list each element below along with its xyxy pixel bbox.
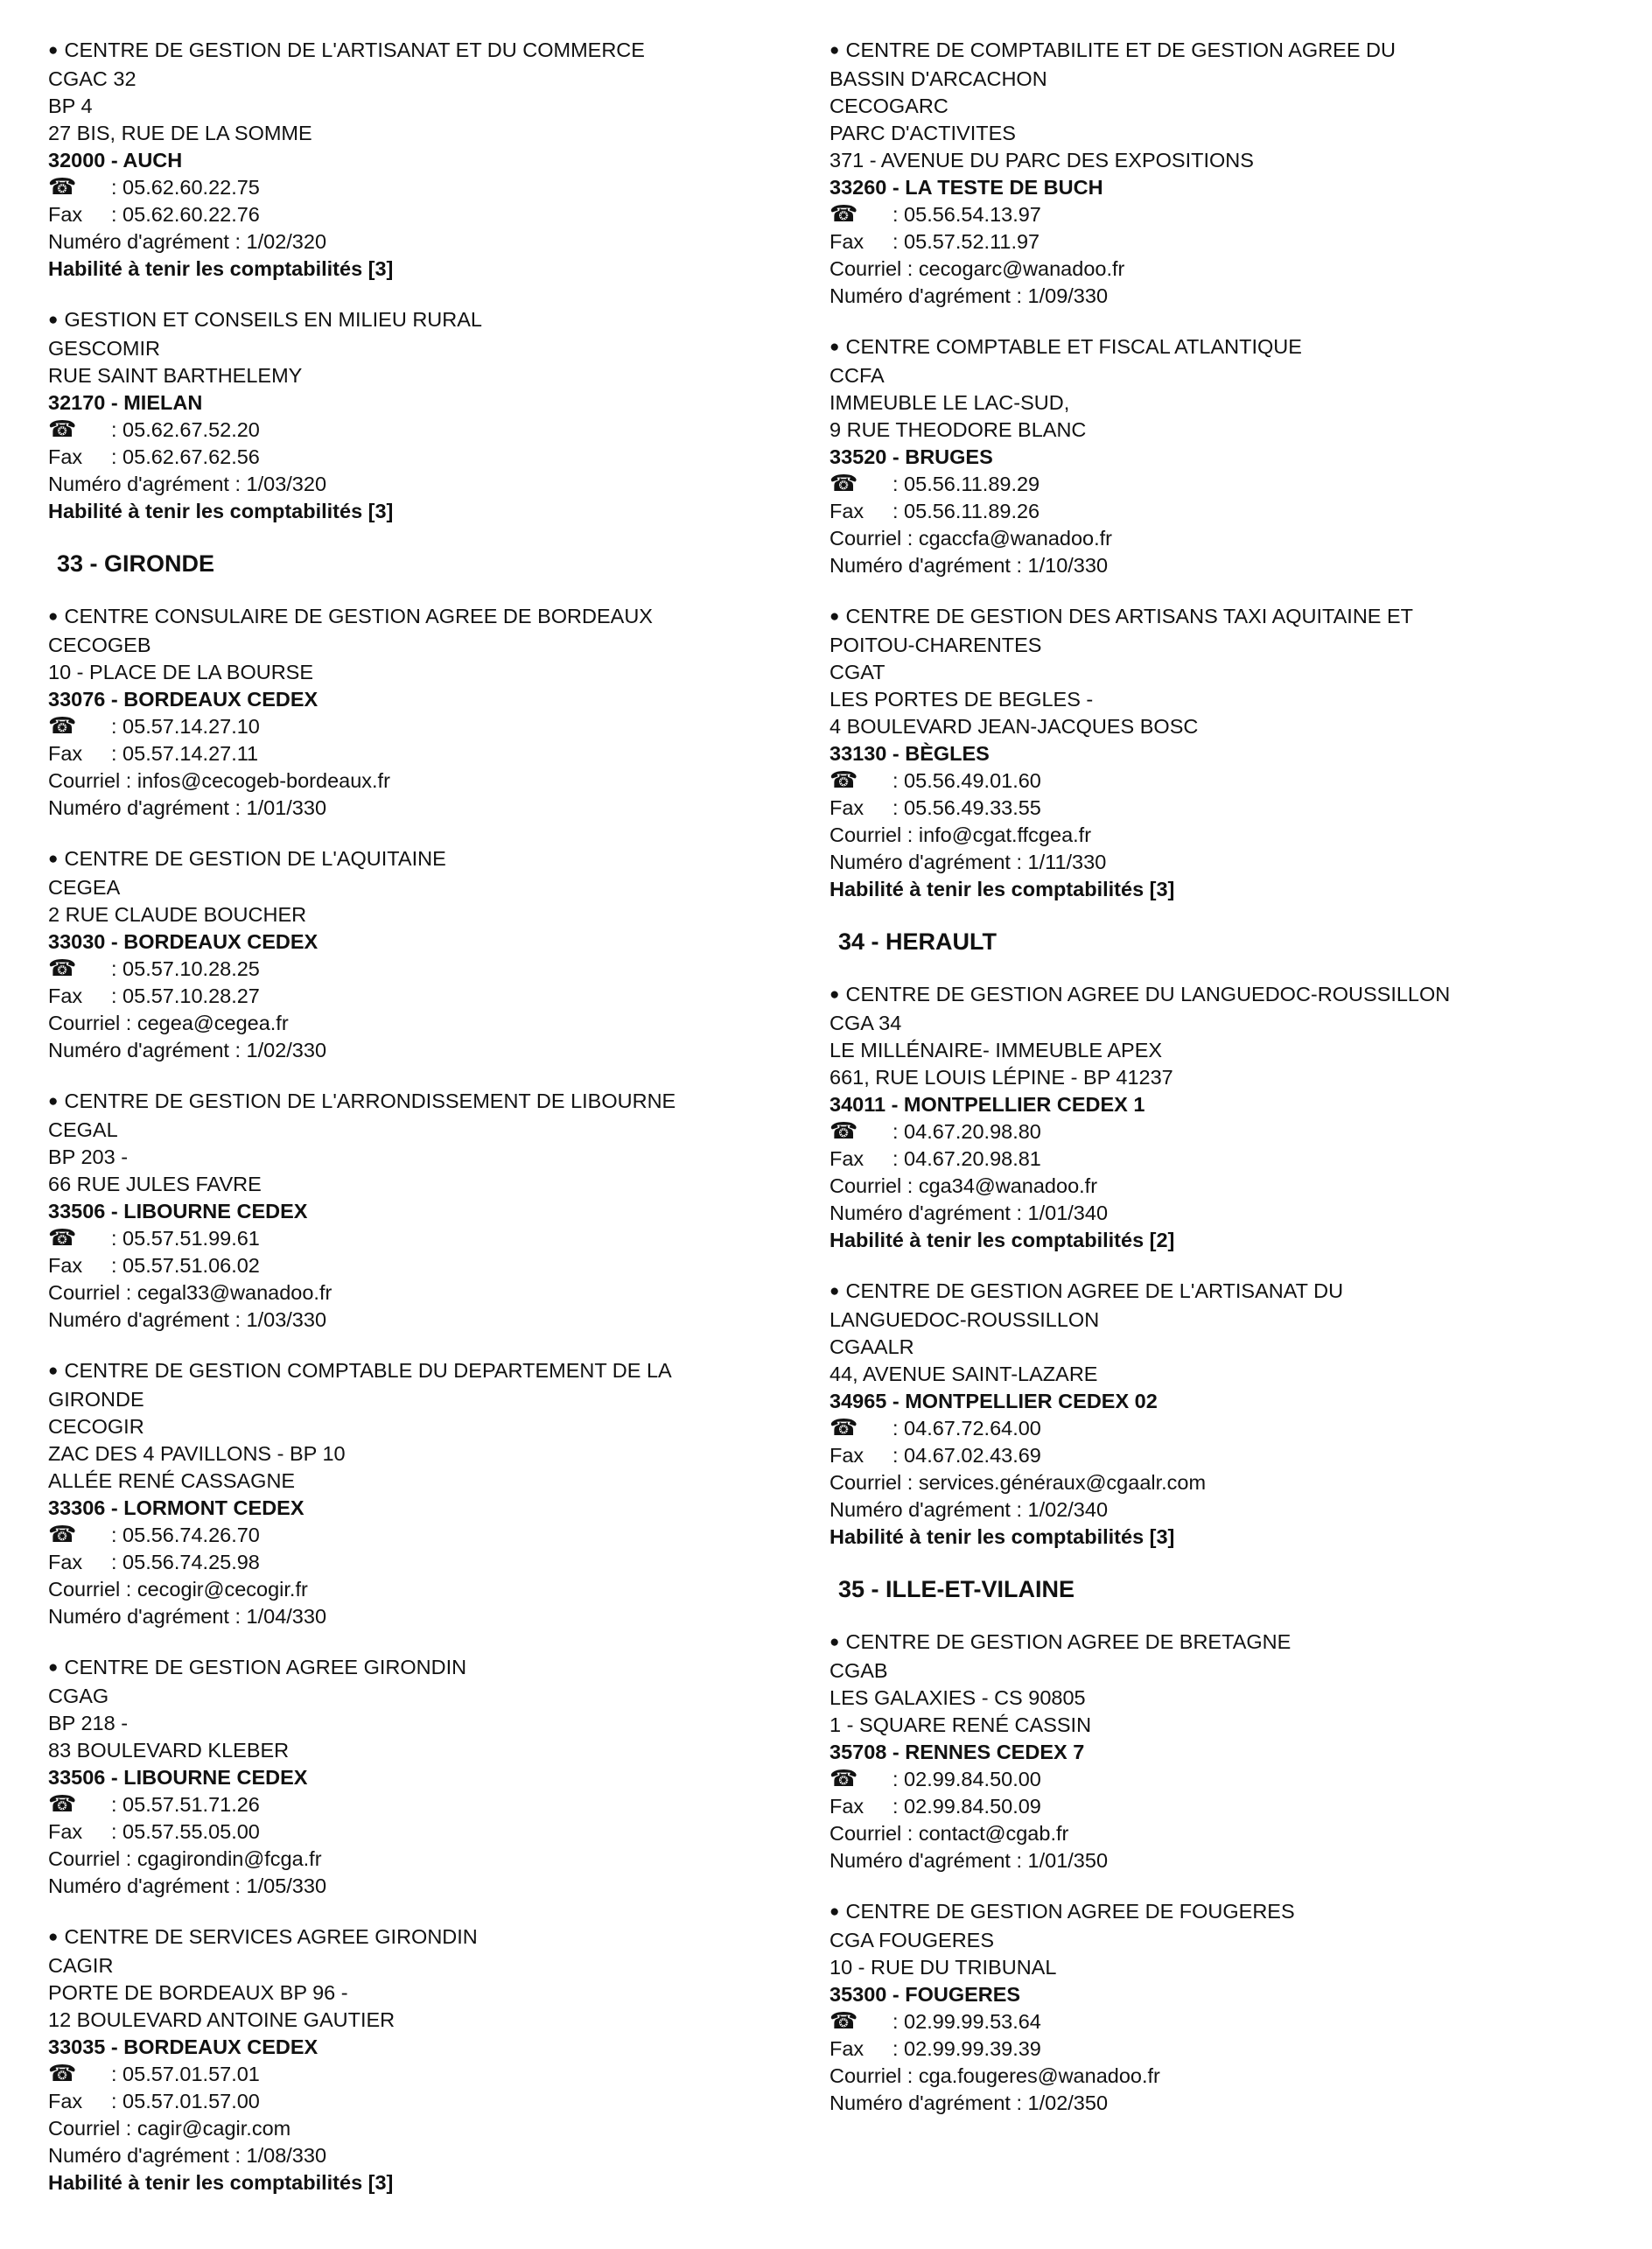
entry-acronym: CAGIR xyxy=(48,1954,114,1977)
fax-label: Fax xyxy=(830,1795,864,1818)
entry-email: Courriel : infos@cecogeb-bordeaux.fr xyxy=(48,769,390,792)
entry-address-line: PARC D'ACTIVITES xyxy=(830,122,1016,144)
entry-agrement-number: Numéro d'agrément : 1/11/330 xyxy=(830,851,1107,873)
entry-agrement-number: Numéro d'agrément : 1/09/330 xyxy=(830,284,1109,307)
entry-address-line: BP 203 - xyxy=(48,1146,129,1168)
section-heading: 35 - ILLE-ET-VILAINE xyxy=(838,1576,1075,1602)
entry-address-line: PORTE DE BORDEAUX BP 96 - xyxy=(48,1981,348,2004)
entry-city: 35300 - FOUGERES xyxy=(830,1983,1021,2006)
entry-phone-line xyxy=(830,471,1600,498)
directory-entry xyxy=(48,845,801,1064)
entry-fax-number: : 05.62.67.62.56 xyxy=(111,445,260,468)
entry-name: ● CENTRE DE GESTION COMPTABLE DU DEPARTEMENT DE LA xyxy=(48,1357,801,1386)
fax-label: Fax xyxy=(48,1551,83,1573)
entry-phone-number: : 05.57.14.27.10 xyxy=(111,715,260,738)
entry-acronym: CGAG xyxy=(48,1685,109,1707)
fax-label: Fax xyxy=(830,500,864,522)
entry-city: 33076 - BORDEAUX CEDEX xyxy=(48,688,318,711)
entry-phone-line xyxy=(48,1522,801,1549)
telephone-icon: ☎ xyxy=(830,2007,858,2034)
entry-address-line: 10 - PLACE DE LA BOURSE xyxy=(48,661,314,683)
entry-address-line: 12 BOULEVARD ANTOINE GAUTIER xyxy=(48,2008,396,2031)
fax-label: Fax xyxy=(48,742,83,765)
entry-habilitation: Habilité à tenir les comptabilités [3] xyxy=(48,500,394,522)
entry-phone-number: : 05.56.11.89.29 xyxy=(892,473,1040,495)
entry-phone-number: : 02.99.84.50.00 xyxy=(892,1768,1041,1790)
entry-name: ● CENTRE DE GESTION AGREE DU LANGUEDOC-ROUSSILLON xyxy=(830,981,1600,1010)
telephone-icon: ☎ xyxy=(830,1117,858,1144)
entry-city: 35708 - RENNES CEDEX 7 xyxy=(830,1741,1085,1763)
entry-phone-number: : 05.57.51.99.61 xyxy=(111,1227,260,1250)
entry-phone-number: : 05.57.01.57.01 xyxy=(111,2063,260,2085)
entry-acronym: CECOGIR xyxy=(48,1415,144,1438)
section-heading: 33 - GIRONDE xyxy=(57,550,215,577)
entry-habilitation: Habilité à tenir les comptabilités [3] xyxy=(830,1525,1175,1548)
entry-city: 33260 - LA TESTE DE BUCH xyxy=(830,176,1103,199)
entry-name: ● CENTRE DE GESTION AGREE DE FOUGERES xyxy=(830,1898,1600,1927)
entry-fax-line xyxy=(830,1793,1600,1820)
entry-name: ● CENTRE DE GESTION AGREE GIRONDIN xyxy=(48,1654,801,1683)
entry-address-line: BP 4 xyxy=(48,95,93,117)
entry-habilitation: Habilité à tenir les comptabilités [2] xyxy=(830,1229,1175,1251)
entry-fax-number: : 05.57.51.06.02 xyxy=(111,1254,260,1277)
entry-address-line: RUE SAINT BARTHELEMY xyxy=(48,364,303,387)
entry-fax-line xyxy=(48,1252,801,1279)
entry-fax-number: : 04.67.02.43.69 xyxy=(892,1444,1041,1467)
entry-city: 33506 - LIBOURNE CEDEX xyxy=(48,1200,308,1223)
telephone-icon: ☎ xyxy=(48,1521,77,1547)
entry-acronym: CECOGARC xyxy=(830,95,948,117)
right-column xyxy=(830,37,1600,2140)
directory-entry xyxy=(830,1278,1600,1551)
telephone-icon: ☎ xyxy=(48,1790,77,1817)
fax-label: Fax xyxy=(830,1444,864,1467)
telephone-icon: ☎ xyxy=(830,1414,858,1440)
entry-phone-number: : 05.57.51.71.26 xyxy=(111,1793,260,1816)
fax-label: Fax xyxy=(48,1254,83,1277)
entry-fax-line xyxy=(48,2088,801,2115)
telephone-icon: ☎ xyxy=(830,470,858,496)
directory-entry xyxy=(48,1357,801,1630)
telephone-icon: ☎ xyxy=(830,767,858,793)
fax-label: Fax xyxy=(830,2037,864,2060)
entry-fax-line xyxy=(830,795,1600,822)
telephone-icon: ☎ xyxy=(48,2060,77,2086)
entry-name: ● CENTRE COMPTABLE ET FISCAL ATLANTIQUE xyxy=(830,333,1600,362)
entry-city: 32170 - MIELAN xyxy=(48,391,203,414)
entry-name: ● CENTRE DE GESTION DES ARTISANS TAXI AQUITAINE ET xyxy=(830,603,1600,632)
entry-city: 34965 - MONTPELLIER CEDEX 02 xyxy=(830,1390,1158,1412)
entry-acronym: CGA FOUGERES xyxy=(830,1929,995,1951)
entry-phone-line xyxy=(48,713,801,740)
entry-habilitation: Habilité à tenir les comptabilités [3] xyxy=(48,257,394,280)
fax-label: Fax xyxy=(48,1820,83,1843)
directory-entry xyxy=(830,603,1600,903)
fax-label: Fax xyxy=(48,445,83,468)
entry-acronym: GESCOMIR xyxy=(48,337,160,360)
entry-city: 33130 - BÈGLES xyxy=(830,742,990,765)
entry-city: 33506 - LIBOURNE CEDEX xyxy=(48,1766,308,1789)
entry-fax-number: : 04.67.20.98.81 xyxy=(892,1147,1041,1170)
entry-phone-line xyxy=(48,1791,801,1818)
entry-fax-line xyxy=(48,1818,801,1846)
entry-agrement-number: Numéro d'agrément : 1/01/350 xyxy=(830,1849,1109,1872)
entry-fax-number: : 05.57.14.27.11 xyxy=(111,742,259,765)
directory-entry xyxy=(830,37,1600,310)
entry-email: Courriel : cga34@wanadoo.fr xyxy=(830,1174,1098,1197)
fax-label: Fax xyxy=(48,2090,83,2112)
fax-label: Fax xyxy=(830,1147,864,1170)
telephone-icon: ☎ xyxy=(830,200,858,227)
entry-fax-number: : 02.99.99.39.39 xyxy=(892,2037,1041,2060)
entry-acronym: CECOGEB xyxy=(48,634,151,656)
entry-address-line: 83 BOULEVARD KLEBER xyxy=(48,1739,290,1762)
directory-entry xyxy=(48,603,801,822)
directory-entry xyxy=(48,1923,801,2196)
entry-name: ● CENTRE DE COMPTABILITE ET DE GESTION AGREE DU xyxy=(830,37,1600,66)
directory-entry xyxy=(830,981,1600,1254)
directory-entry xyxy=(830,1629,1600,1874)
entry-agrement-number: Numéro d'agrément : 1/03/330 xyxy=(48,1308,327,1331)
entry-phone-line xyxy=(830,2008,1600,2035)
entry-name: ● CENTRE CONSULAIRE DE GESTION AGREE DE BORDEAUX xyxy=(48,603,801,632)
entry-name: ● CENTRE DE GESTION DE L'AQUITAINE xyxy=(48,845,801,874)
entry-phone-line xyxy=(48,174,801,201)
entry-phone-number: : 05.62.67.52.20 xyxy=(111,418,260,441)
entry-agrement-number: Numéro d'agrément : 1/05/330 xyxy=(48,1874,327,1897)
entry-address-line: 4 BOULEVARD JEAN-JACQUES BOSC xyxy=(830,715,1199,738)
entry-phone-line xyxy=(830,1415,1600,1442)
entry-phone-number: : 05.62.60.22.75 xyxy=(111,176,260,199)
entry-phone-line xyxy=(830,1766,1600,1793)
entry-acronym: CEGAL xyxy=(48,1118,118,1141)
entry-email: Courriel : cecogarc@wanadoo.fr xyxy=(830,257,1125,280)
entry-fax-number: : 05.56.74.25.98 xyxy=(111,1551,260,1573)
entry-fax-number: : 05.57.55.05.00 xyxy=(111,1820,260,1843)
entry-phone-line xyxy=(830,767,1600,795)
entry-email: Courriel : cagir@cagir.com xyxy=(48,2117,291,2140)
entry-phone-number: : 04.67.20.98.80 xyxy=(892,1120,1041,1143)
entry-agrement-number: Numéro d'agrément : 1/02/330 xyxy=(48,1039,327,1061)
entry-name: ● CENTRE DE SERVICES AGREE GIRONDIN xyxy=(48,1923,801,1952)
entry-fax-line xyxy=(48,201,801,228)
directory-entry xyxy=(830,333,1600,579)
entry-name: ● GESTION ET CONSEILS EN MILIEU RURAL xyxy=(48,306,801,335)
entry-name-continued: POITOU-CHARENTES xyxy=(830,634,1042,656)
entry-address-line: IMMEUBLE LE LAC-SUD, xyxy=(830,391,1070,414)
entry-email: Courriel : contact@cgab.fr xyxy=(830,1822,1069,1845)
entry-phone-line xyxy=(48,1225,801,1252)
telephone-icon: ☎ xyxy=(48,1224,77,1251)
entry-phone-number: : 05.56.74.26.70 xyxy=(111,1524,260,1546)
entry-fax-line xyxy=(48,1549,801,1576)
fax-label: Fax xyxy=(830,230,864,253)
entry-city: 33030 - BORDEAUX CEDEX xyxy=(48,930,318,953)
section-heading: 34 - HERAULT xyxy=(838,928,998,955)
entry-agrement-number: Numéro d'agrément : 1/02/340 xyxy=(830,1498,1109,1521)
entry-city: 34011 - MONTPELLIER CEDEX 1 xyxy=(830,1093,1145,1116)
entry-agrement-number: Numéro d'agrément : 1/01/340 xyxy=(830,1202,1109,1224)
entry-fax-number: : 02.99.84.50.09 xyxy=(892,1795,1041,1818)
entry-phone-line xyxy=(830,201,1600,228)
entry-address-line: ALLÉE RENÉ CASSAGNE xyxy=(48,1469,296,1492)
entry-city: 33520 - BRUGES xyxy=(830,445,993,468)
entry-fax-number: : 05.62.60.22.76 xyxy=(111,203,260,226)
entry-habilitation: Habilité à tenir les comptabilités [3] xyxy=(48,2171,394,2194)
entry-agrement-number: Numéro d'agrément : 1/01/330 xyxy=(48,796,327,819)
directory-entry xyxy=(48,1654,801,1900)
fax-label: Fax xyxy=(830,796,864,819)
entry-email: Courriel : services.généraux@cgaalr.com xyxy=(830,1471,1207,1494)
entry-name: ● CENTRE DE GESTION DE L'ARRONDISSEMENT DE LIBOURNE xyxy=(48,1088,801,1117)
entry-fax-line xyxy=(830,1442,1600,1469)
entry-address-line: 661, RUE LOUIS LÉPINE - BP 41237 xyxy=(830,1066,1173,1089)
entry-phone-number: : 05.56.49.01.60 xyxy=(892,769,1041,792)
entry-agrement-number: Numéro d'agrément : 1/10/330 xyxy=(830,554,1109,577)
entry-agrement-number: Numéro d'agrément : 1/04/330 xyxy=(48,1605,327,1628)
entry-address-line: BP 218 - xyxy=(48,1712,129,1734)
entry-address-line: LES GALAXIES - CS 90805 xyxy=(830,1686,1086,1709)
entry-fax-line xyxy=(48,740,801,767)
entry-address-line: 44, AVENUE SAINT-LAZARE xyxy=(830,1363,1098,1385)
entry-address-line: 10 - RUE DU TRIBUNAL xyxy=(830,1956,1057,1979)
entry-email: Courriel : cgagirondin@fcga.fr xyxy=(48,1847,322,1870)
entry-agrement-number: Numéro d'agrément : 1/08/330 xyxy=(48,2144,327,2167)
fax-label: Fax xyxy=(48,203,83,226)
telephone-icon: ☎ xyxy=(48,416,77,442)
entry-email: Courriel : cga.fougeres@wanadoo.fr xyxy=(830,2064,1160,2087)
entry-name: ● CENTRE DE GESTION AGREE DE L'ARTISANAT DU xyxy=(830,1278,1600,1307)
entry-acronym: CGAT xyxy=(830,661,886,683)
telephone-icon: ☎ xyxy=(830,1765,858,1791)
fax-label: Fax xyxy=(48,984,83,1007)
entry-address-line: 371 - AVENUE DU PARC DES EXPOSITIONS xyxy=(830,149,1254,172)
entry-name: ● CENTRE DE GESTION DE L'ARTISANAT ET DU COMMERCE xyxy=(48,37,801,66)
entry-agrement-number: Numéro d'agrément : 1/03/320 xyxy=(48,473,327,495)
entry-city: 32000 - AUCH xyxy=(48,149,183,172)
entry-fax-line xyxy=(830,228,1600,256)
entry-name-continued: GIRONDE xyxy=(48,1388,144,1411)
entry-fax-number: : 05.56.49.33.55 xyxy=(892,796,1041,819)
entry-phone-number: : 04.67.72.64.00 xyxy=(892,1417,1041,1440)
entry-phone-line xyxy=(48,2061,801,2088)
entry-name-continued: BASSIN D'ARCACHON xyxy=(830,67,1047,90)
entry-phone-line xyxy=(48,956,801,983)
entry-agrement-number: Numéro d'agrément : 1/02/320 xyxy=(48,230,327,253)
entry-phone-number: : 05.56.54.13.97 xyxy=(892,203,1041,226)
directory-entry xyxy=(48,306,801,525)
entry-acronym: CGA 34 xyxy=(830,1012,902,1034)
entry-email: Courriel : cegal33@wanadoo.fr xyxy=(48,1281,332,1304)
entry-name-continued: LANGUEDOC-ROUSSILLON xyxy=(830,1308,1100,1331)
entry-address-line: ZAC DES 4 PAVILLONS - BP 10 xyxy=(48,1442,346,1465)
left-column xyxy=(48,37,801,2220)
entry-fax-number: : 05.57.10.28.27 xyxy=(111,984,260,1007)
entry-agrement-number: Numéro d'agrément : 1/02/350 xyxy=(830,2091,1109,2114)
entry-fax-line xyxy=(830,498,1600,525)
entry-phone-number: : 05.57.10.28.25 xyxy=(111,957,260,980)
entry-address-line: 66 RUE JULES FAVRE xyxy=(48,1173,262,1195)
entry-fax-number: : 05.57.52.11.97 xyxy=(892,230,1040,253)
telephone-icon: ☎ xyxy=(48,173,77,200)
telephone-icon: ☎ xyxy=(48,712,77,739)
entry-fax-number: : 05.56.11.89.26 xyxy=(892,500,1040,522)
entry-fax-line xyxy=(48,983,801,1010)
entry-city: 33306 - LORMONT CEDEX xyxy=(48,1496,304,1519)
directory-entry xyxy=(48,1088,801,1334)
entry-phone-line xyxy=(48,417,801,444)
entry-address-line: 1 - SQUARE RENÉ CASSIN xyxy=(830,1713,1092,1736)
entry-phone-line xyxy=(830,1118,1600,1146)
entry-name: ● CENTRE DE GESTION AGREE DE BRETAGNE xyxy=(830,1629,1600,1657)
entry-acronym: CGAB xyxy=(830,1659,888,1682)
entry-address-line: 9 RUE THEODORE BLANC xyxy=(830,418,1087,441)
entry-email: Courriel : cecogir@cecogir.fr xyxy=(48,1578,308,1601)
entry-address-line: LE MILLÉNAIRE- IMMEUBLE APEX xyxy=(830,1039,1163,1061)
directory-entry xyxy=(48,37,801,283)
entry-email: Courriel : cgaccfa@wanadoo.fr xyxy=(830,527,1112,550)
entry-fax-line xyxy=(48,444,801,471)
entry-address-line: LES PORTES DE BEGLES - xyxy=(830,688,1094,711)
entry-fax-line xyxy=(830,2035,1600,2063)
entry-acronym: CGAALR xyxy=(830,1335,914,1358)
entry-phone-number: : 02.99.99.53.64 xyxy=(892,2010,1041,2033)
entry-email: Courriel : info@cgat.ffcgea.fr xyxy=(830,823,1092,846)
entry-address-line: 2 RUE CLAUDE BOUCHER xyxy=(48,903,307,926)
entry-city: 33035 - BORDEAUX CEDEX xyxy=(48,2035,318,2058)
entry-habilitation: Habilité à tenir les comptabilités [3] xyxy=(830,878,1175,900)
directory-entry xyxy=(830,1898,1600,2117)
entry-acronym: CGAC 32 xyxy=(48,67,136,90)
telephone-icon: ☎ xyxy=(48,955,77,981)
entry-email: Courriel : cegea@cegea.fr xyxy=(48,1012,289,1034)
entry-acronym: CEGEA xyxy=(48,876,121,899)
entry-address-line: 27 BIS, RUE DE LA SOMME xyxy=(48,122,312,144)
entry-fax-line xyxy=(830,1146,1600,1173)
entry-fax-number: : 05.57.01.57.00 xyxy=(111,2090,260,2112)
entry-acronym: CCFA xyxy=(830,364,885,387)
